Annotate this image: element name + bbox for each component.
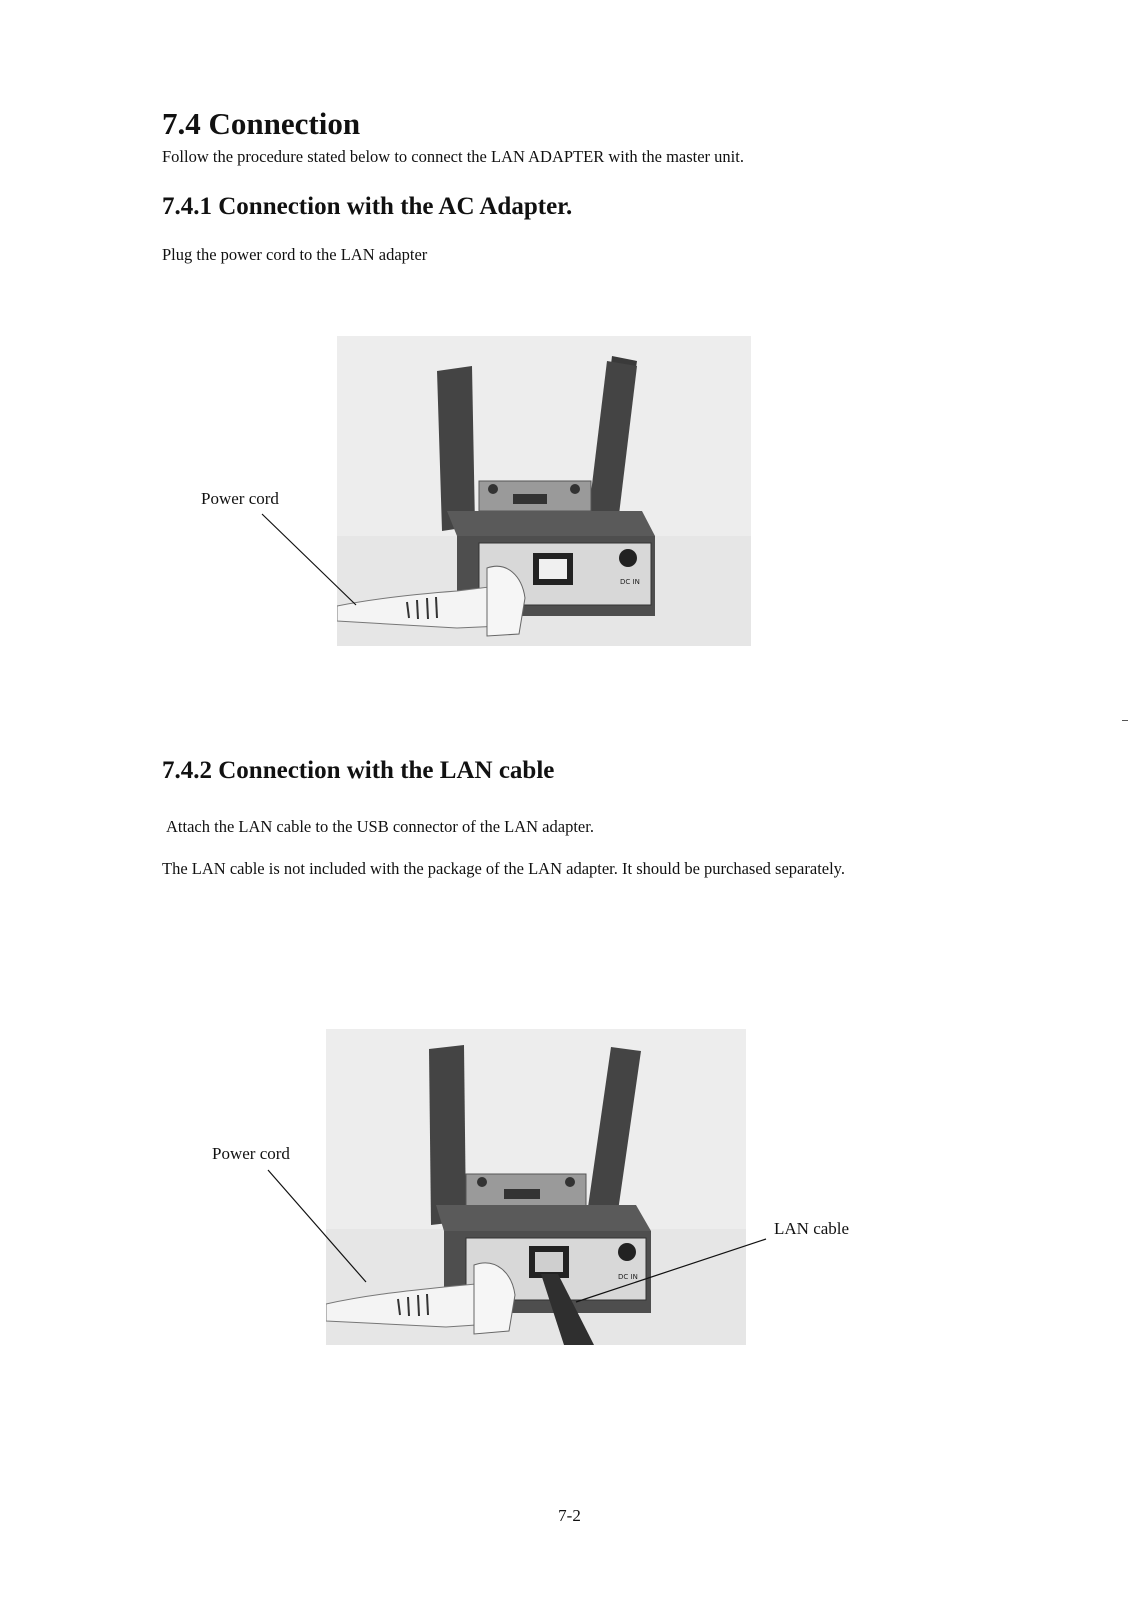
- subsection-heading-lan-cable: 7.4.2 Connection with the LAN cable: [162, 757, 555, 784]
- svg-text:DC IN: DC IN: [618, 1273, 638, 1281]
- power-cord-callout-line: [250, 510, 370, 610]
- power-cord-label: Power cord: [201, 489, 279, 508]
- section-heading: 7.4 Connection: [162, 106, 361, 141]
- lan-cable-callout-line: [570, 1236, 770, 1306]
- subsection-heading-ac-adapter: 7.4.1 Connection with the AC Adapter.: [162, 193, 573, 220]
- ac-adapter-instruction: Plug the power cord to the LAN adapter: [162, 245, 428, 264]
- section-intro: Follow the procedure stated below to connect the LAN ADAPTER with the master unit.: [162, 147, 744, 166]
- lan-cable-note: The LAN cable is not included with the package of the LAN adapter. It should be purchased separately.: [162, 859, 845, 878]
- page-mark: [1122, 720, 1128, 721]
- lan-cable-label: LAN cable: [774, 1219, 850, 1238]
- lan-cable-instruction: Attach the LAN cable to the USB connector of the LAN adapter.: [166, 817, 594, 836]
- lan-adapter-illustration: [337, 336, 751, 646]
- svg-text:DC IN: DC IN: [620, 578, 640, 586]
- lan-adapter-power-photo: [337, 336, 751, 646]
- power-cord-label-2: Power cord: [212, 1144, 290, 1163]
- power-cord-callout-line-2: [258, 1166, 378, 1286]
- page-number: 7-2: [558, 1506, 581, 1525]
